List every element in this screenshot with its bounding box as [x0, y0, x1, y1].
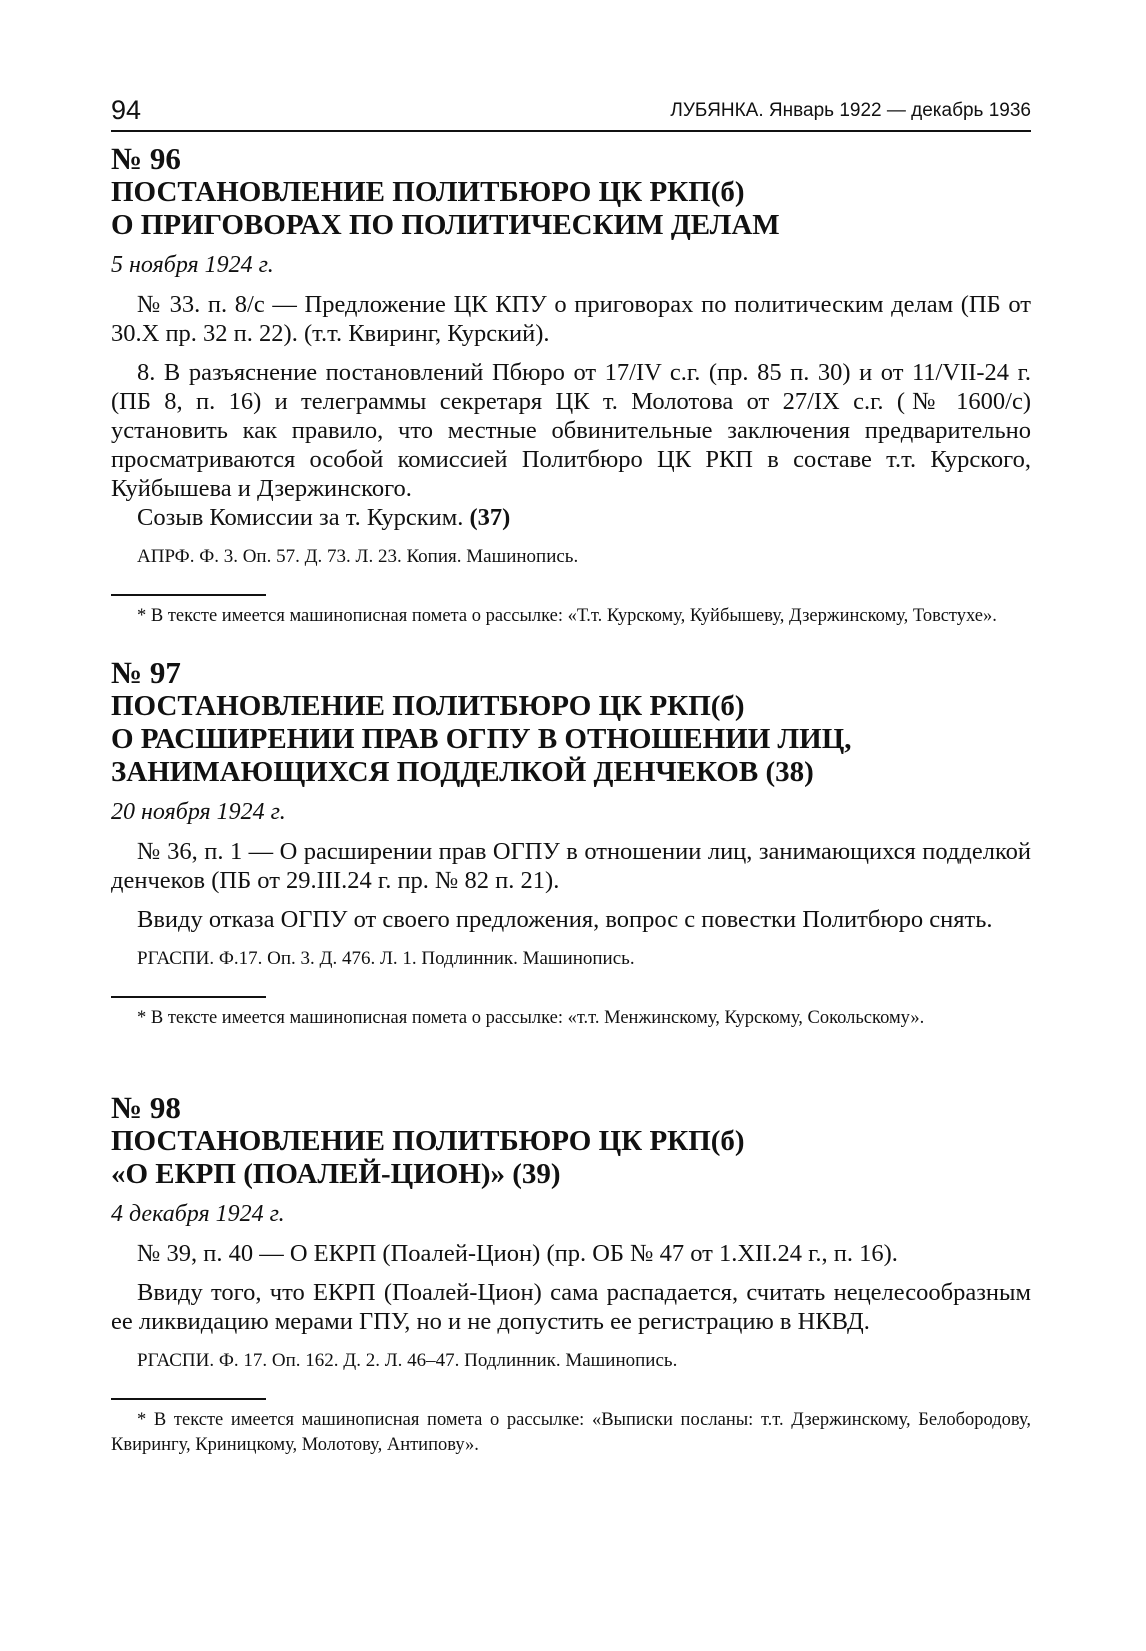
paragraph: № 39, п. 40 — О ЕКРП (Поалей-Цион) (пр. ОБ № 47 от 1.XII.24 г., п. 16).: [137, 1240, 898, 1267]
document-title-line: О ПРИГОВОРАХ ПО ПОЛИТИЧЕСКИМ ДЕЛАМ: [111, 209, 780, 241]
paragraph: Ввиду отказа ОГПУ от своего предложения, вопрос с повестки Политбюро снять.: [137, 906, 993, 933]
document-date: 20 ноября 1924 г.: [111, 799, 286, 825]
running-header: [111, 94, 1031, 132]
archive-reference: РГАСПИ. Ф. 17. Оп. 162. Д. 2. Л. 46–47. Подлинник. Машинопись.: [137, 1350, 678, 1371]
paragraph: № 33. п. 8/с — Предложение ЦК КПУ о приговорах по политическим делам (ПБ от 30.X пр. 32 п. 22). (т.т. Квиринг, Курский).: [111, 291, 1031, 347]
document-title-line: ЗАНИМАЮЩИХСЯ ПОДДЕЛКОЙ ДЕНЧЕКОВ (38): [111, 756, 814, 788]
document-number: № 98: [111, 1090, 181, 1125]
paragraph: Ввиду того, что ЕКРП (Поалей-Цион) сама распадается, считать нецелесообразным ее ликвидацию мерами ГПУ, но и не допустить ее регистрацию в НКВД.: [111, 1279, 1031, 1335]
document-date: 4 декабря 1924 г.: [111, 1201, 285, 1227]
page-number: 94: [111, 95, 142, 125]
footnote: * В тексте имеется машинописная помета о рассылке: «т.т. Менжинскому, Курскому, Сокольскому».: [137, 1008, 925, 1028]
document-97: [111, 655, 1031, 1031]
closing-paragraph: [111, 503, 1031, 532]
document-date: 5 ноября 1924 г.: [111, 252, 274, 278]
archive-reference: РГАСПИ. Ф.17. Оп. 3. Д. 476. Л. 1. Подлинник. Машинопись.: [137, 948, 635, 969]
closing-text: Созыв Комиссии за т. Курским.: [137, 504, 464, 531]
document-96: [111, 141, 1031, 629]
document-number: № 97: [111, 655, 181, 690]
footnote-divider: [111, 996, 266, 998]
paragraph: № 36, п. 1 — О расширении прав ОГПУ в отношении лиц, занимающихся подделкой денчеков (ПБ от 29.III.24 г. пр. № 82 п. 21).: [111, 838, 1031, 894]
document-title-line: О РАСШИРЕНИИ ПРАВ ОГПУ В ОТНОШЕНИИ ЛИЦ,: [111, 723, 852, 755]
footnote-divider: [111, 1398, 266, 1400]
document-title-line: ПОСТАНОВЛЕНИЕ ПОЛИТБЮРО ЦК РКП(б): [111, 176, 745, 208]
archive-reference: АПРФ. Ф. 3. Оп. 57. Д. 73. Л. 23. Копия. Машинопись.: [137, 546, 579, 567]
book-title: ЛУБЯНКА. Январь 1922 — декабрь 1936: [670, 100, 1031, 121]
note-reference: (37): [469, 504, 511, 531]
footnote: * В тексте имеется машинописная помета о рассылке: «Т.т. Курскому, Куйбышеву, Дзержинскому, Товстухе».: [137, 606, 997, 626]
document-title-line: ПОСТАНОВЛЕНИЕ ПОЛИТБЮРО ЦК РКП(б): [111, 690, 745, 722]
document-title-line: ПОСТАНОВЛЕНИЕ ПОЛИТБЮРО ЦК РКП(б): [111, 1125, 745, 1157]
footnote: * В тексте имеется машинописная помета о рассылке: «Выписки посланы: т.т. Дзержинскому, Белобородову, Квирингу, Криницкому, Молотову, Антипову».: [111, 1410, 1031, 1455]
document-number: № 96: [111, 141, 181, 176]
document-title-line: «О ЕКРП (ПОАЛЕЙ-ЦИОН)» (39): [111, 1158, 561, 1190]
footnote-divider: [111, 594, 266, 596]
paragraph: 8. В разъяснение постановлений Пбюро от 17/IV с.г. (пр. 85 п. 30) и от 11/VII-24 г. (ПБ 8, п. 16) и телеграммы секретаря ЦК т. Молотова от 27/IX с.г. (№ 1600/с) установить как правило, что местные обвинительные заключения предварительно просматриваются особой комиссией Политбюро ЦК РКП в составе т.т. Курского, Куйбышева и Дзержинского.: [111, 359, 1031, 502]
document-98: [111, 1090, 1031, 1458]
